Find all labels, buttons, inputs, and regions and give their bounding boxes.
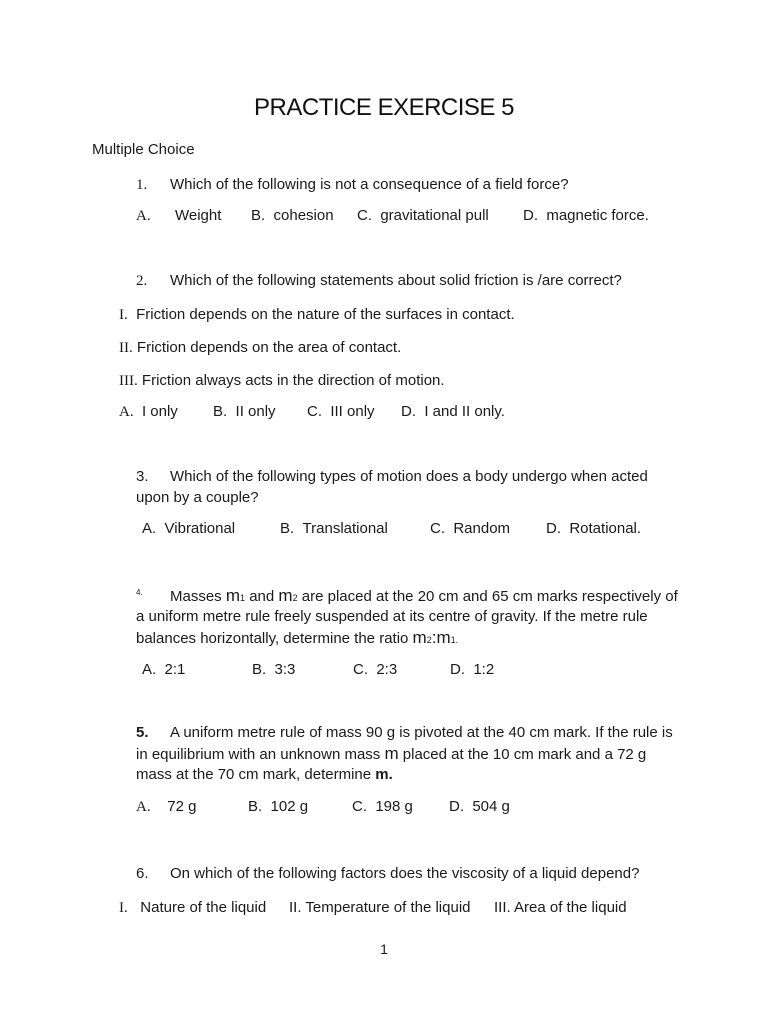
question-text: On which of the following factors does the viscosity of a liquid depend? [170,865,640,882]
option-a: A. I only [119,403,178,420]
option-a: A. 72 g [136,798,197,815]
question-2 [136,270,622,292]
statement-2: II. Friction depends on the area of contact. [119,339,402,356]
option-c: C. III only [307,403,375,420]
statement-3: III. Friction always acts in the direction of motion. [119,372,445,389]
option-b: B. 3:3 [252,661,296,678]
question-number: 5. [136,724,149,741]
question-text-line-2: upon by a couple? [136,489,259,506]
option-a: A. [136,208,151,224]
question-number: 2. [136,273,148,289]
option-c: C. gravitational pull [357,207,489,224]
question-text-line-3: balances horizontally, determine the ratio m2:m1. [136,628,459,647]
option-a: A. 2:1 [142,661,186,678]
question-text: Which of the following statements about solid friction is /are correct? [170,272,622,289]
option-d: D. 1:2 [450,661,495,678]
option-c: C. 198 g [352,798,413,815]
option-d: D. Rotational. [546,520,642,537]
page-title: PRACTICE EXERCISE 5 [254,94,514,121]
question-text-line-1: Which of the following types of motion does a body undergo when acted [170,468,648,485]
option-b: B. II only [213,403,276,420]
option-d: D. magnetic force. [523,207,649,224]
option-c: C. 2:3 [353,661,398,678]
factor-3: III. Area of the liquid [494,899,627,916]
statement-1: I. Friction depends on the nature of the surfaces in contact. [119,306,515,323]
question-text-line-2: a uniform metre rule freely suspended at its centre of gravity. If the metre rule [136,608,648,625]
factor-2: II. Temperature of the liquid [289,899,471,916]
question-1 [136,174,569,196]
question-number: 6. [136,865,149,882]
question-4: 4. Masses m1 and m2 are placed at the 20 cm and 65 cm marks respectively of [136,585,678,609]
option-d: D. 504 g [449,798,510,815]
question-text-line-2: in equilibrium with an unknown mass m placed at the 10 cm mark and a 72 g [136,744,647,763]
page-number: 1 [380,941,388,957]
section-heading: Multiple Choice [92,141,195,158]
question-number: 4. [136,588,143,597]
question-number: 3. [136,468,149,485]
option-b: B. 102 g [248,798,309,815]
factor-1: I. Nature of the liquid [119,899,267,916]
question-text-line-3: mass at the 70 cm mark, determine m. [136,766,393,783]
option-b: B. cohesion [251,207,334,224]
question-5 [136,722,673,743]
option-b: B. Translational [280,520,388,537]
question-number: 1. [136,177,148,193]
option-a-text: Weight [175,207,222,224]
option-c: C. Random [430,520,511,537]
question-3 [136,466,648,487]
question-text-line-1: A uniform metre rule of mass 90 g is pivoted at the 40 cm mark. If the rule is [170,724,673,741]
option-d: D. I and II only. [401,403,505,420]
question-text: Which of the following is not a consequence of a field force? [170,176,569,193]
question-6 [136,863,639,884]
option-a: A. Vibrational [142,520,236,537]
